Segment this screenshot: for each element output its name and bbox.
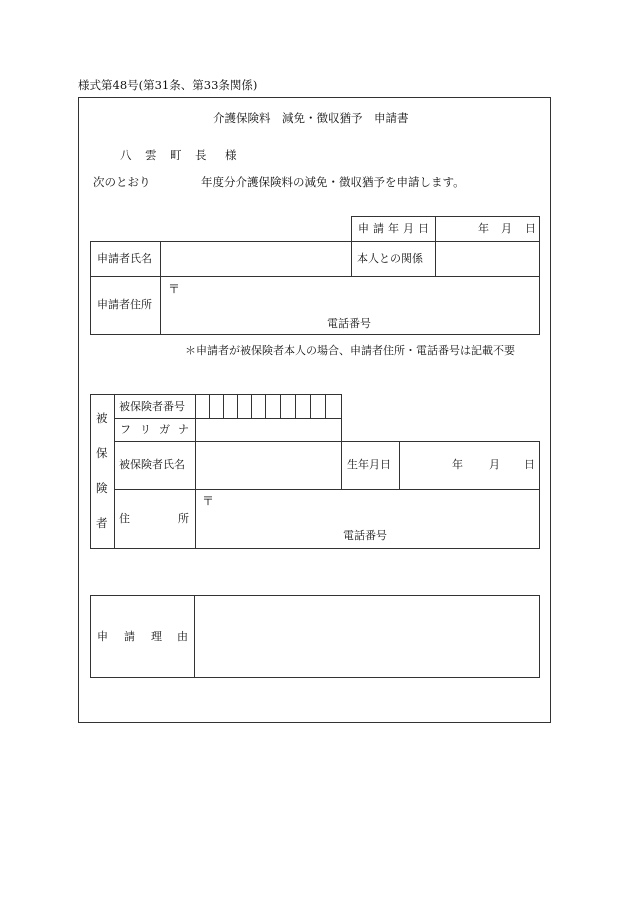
date-label-char: 月: [403, 222, 414, 235]
form-title: 介護保険料 減免・徴収猶予 申請書: [213, 111, 409, 125]
insured-side-label-char: 保: [96, 446, 108, 460]
note: ＊申請者が被保険者本人の場合、申請者住所・電話番号は記載不要: [185, 344, 515, 357]
date-label-char: 年: [388, 222, 399, 235]
postal-mark: 〒: [202, 494, 215, 508]
dob-day-unit: 日: [524, 458, 535, 471]
reason-label-char: 理: [151, 630, 162, 643]
addressee-honorific: 様: [225, 148, 237, 162]
relation-label: 本人との関係: [357, 252, 423, 265]
addressee-char: 八: [120, 148, 132, 162]
addressee-char: 雲: [145, 148, 157, 162]
intro-suffix: 年度分介護保険料の減免・徴収猶予を申請します。: [201, 175, 465, 189]
insured-number-boxes[interactable]: [196, 395, 341, 418]
date-label-char: 日: [418, 222, 429, 235]
insured-address-label-char: 住: [119, 512, 130, 525]
furigana-label-char: ナ: [178, 423, 189, 436]
furigana-label-char: フ: [120, 423, 131, 436]
form-number: 様式第48号(第31条、第33条関係): [78, 78, 258, 92]
reason-label-char: 申: [97, 630, 108, 643]
insured-number-label: 被保険者番号: [119, 400, 185, 413]
applicant-address-label: 申請者住所: [97, 298, 152, 311]
addressee-char: 長: [195, 148, 207, 162]
dob-month-unit: 月: [489, 458, 500, 471]
insured-side-label-char: 被: [96, 411, 108, 425]
applicant-name-label: 申請者氏名: [97, 252, 152, 265]
reason-field[interactable]: [195, 596, 539, 677]
insured-name-field[interactable]: [196, 442, 341, 489]
insured-phone-label: 電話番号: [343, 529, 387, 542]
date-day-unit: 日: [525, 222, 536, 235]
date-year-unit: 年: [478, 222, 489, 235]
relation-field[interactable]: [436, 242, 539, 276]
date-month-unit: 月: [501, 222, 512, 235]
reason-label-char: 由: [177, 630, 188, 643]
applicant-phone-label: 電話番号: [327, 317, 371, 330]
date-label-char: 請: [373, 222, 384, 235]
addressee-char: 町: [170, 148, 182, 162]
furigana-label-char: ガ: [159, 423, 170, 436]
furigana-field[interactable]: [196, 419, 341, 441]
insured-name-label: 被保険者氏名: [119, 458, 185, 471]
date-label-char: 申: [358, 222, 369, 235]
intro-prefix: 次のとおり: [93, 175, 151, 189]
furigana-label-char: リ: [140, 423, 151, 436]
dob-label: 生年月日: [347, 458, 391, 471]
applicant-name-field[interactable]: [161, 242, 351, 276]
insured-address-label-char: 所: [178, 512, 189, 525]
reason-label-char: 請: [124, 630, 135, 643]
insured-side-label-char: 者: [96, 516, 108, 530]
dob-year-unit: 年: [452, 458, 463, 471]
postal-mark: 〒: [168, 282, 181, 296]
insured-side-label-char: 険: [96, 481, 108, 495]
